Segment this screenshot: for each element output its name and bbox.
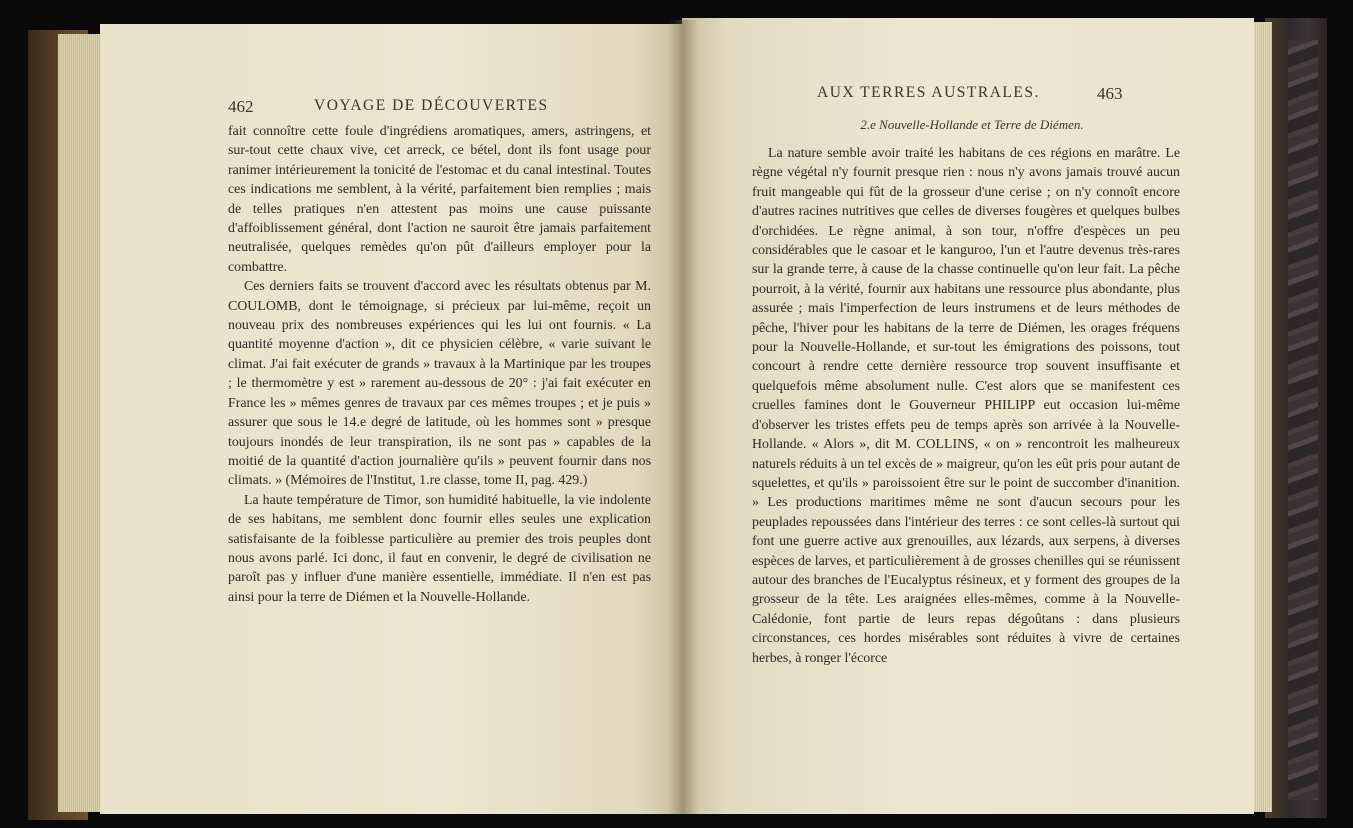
running-head-right: AUX TERRES AUSTRALES. [817,84,1040,101]
page-number-right: 463 [1097,84,1123,103]
section-subheading: 2.e Nouvelle-Hollande et Terre de Diémen. [860,117,1084,132]
marbled-edge [1288,40,1318,800]
right-page-text [752,144,1180,668]
left-page-text [228,122,651,607]
left-page [100,24,682,814]
paragraph: La nature semble avoir traité les habitans de ces régions en marâtre. Le règne végétal n'y fournit presque rien : nous n'y avons jamais trouvé aucun fruit mangeable qui fût de la grosseur d'une cerise ; on n'y connoît encore d'autres racines nutritives que celles de diverses fougères et quelques bulbes d'orchidées. Le règne animal, à son tour, n'offre d'espèces un peu considérables que le casoar et le kanguroo, l'un et l'autre devenus très-rares sur la grande terre, à cause de la chasse continuelle qu'on leur fait. La pêche pourroit, à la vérité, fournir aux habitans une ressource plus abondante, plus assurée ; mais l'imperfection de leurs instrumens et de leurs méthodes de pêche, l'hiver pour les habitans de la terre de Diémen, les orages fréquens pour la Nouvelle-Hollande, et sur-tout les émigrations des poissons, tout concourt à rendre cette dernière ressource trop souvent insuffisante et quelquefois même absolument nulle. C'est alors que se manifestent ces cruelles famines dont le Gouverneur PHILIPP eut occasion lui-même d'observer les tristes effets peu de temps après son arrivée à la Nouvelle-Hollande. « Alors », dit M. COLLINS, « on » rencontroit les malheureux naturels réduits à un tel excès de » maigreur, qu'on les eût pris pour autant de squelettes, et qu'ils » paroissoient être sur le point de succomber d'inanition. » Les productions maritimes même ne sont d'aucun secours pour les peuplades repoussées dans l'intérieur des terres : ce sont celles-là surtout qui font une guerre active aux grenouilles, aux lézards, aux serpens, à diverses espèces de larves, et particulièrement à de grosses chenilles qui se réunissent autour des branches de l'Eucalyptus résineux, et y forment des groupes de la grosseur de la tête. Les araignées elles-mêmes, comme à la Nouvelle-Calédonie, font partie de leurs repas dégoûtans : dans plusieurs circonstances, ces hordes misérables sont réduites à vivre de certaines herbes, à ronger l'écorce [752,146,1180,666]
right-page [682,18,1254,814]
page-number-left: 462 [228,97,254,116]
paragraph: fait connoître cette foule d'ingrédiens aromatiques, amers, astringens, et sur-tout cette chaux vive, cet arreck, ce bétel, dont ils font usage pour ranimer intérieurement la tonicité de l'estomac et du canal intestinal. Toutes ces indications me semblent, à la vérité, parfaitement bien remplies ; mais de telles pratiques n'en attestent pas moins une cause puissante d'affoiblissement général, dont l'action ne sauroit être jamais parfaitement neutralisée, quelques remèdes qu'on pût d'ailleurs employer pour la combattre. [228,124,651,275]
paragraph: Ces derniers faits se trouvent d'accord avec les résultats obtenus par M. COULOMB, dont le témoignage, si précieux par lui-même, reçoit un nouveau prix des nombreuses expériences qui les lui ont fournis. « La quantité moyenne d'action », dit ce physicien célèbre, « varie suivant le climat. J'ai fait exécuter de grands » travaux à la Martinique par les troupes ; le thermomètre y est » rarement au-dessous de 20° : j'ai fait exécuter en France les » mêmes genres de travaux par ces mêmes troupes ; et je puis » assurer que sous le 14.e degré de latitude, où les hommes sont » presque toujours inondés de leur transpiration, ils ne sont pas » capables de la moitié de la quantité d'action journalière qu'ils » peuvent fournir dans nos climats. » (Mémoires de l'Institut, 1.re classe, tome II, pag. 429.) [228,279,651,489]
page-edges-left [58,34,103,812]
book-gutter [668,20,698,814]
running-head-left: VOYAGE DE DÉCOUVERTES [314,97,549,114]
paragraph: La haute température de Timor, son humidité habituelle, la vie indolente de ses habitans, me semblent donc fournir elles seules une explication satisfaisante de la foiblesse particulière au premier des trois peuples dont nous avons parlé. Ici donc, il faut en convenir, le degré de civilisation ne paroît pas y influer d'une manière essentielle, immédiate. Il n'en est pas ainsi pour la terre de Diémen et la Nouvelle-Hollande. [228,492,651,605]
